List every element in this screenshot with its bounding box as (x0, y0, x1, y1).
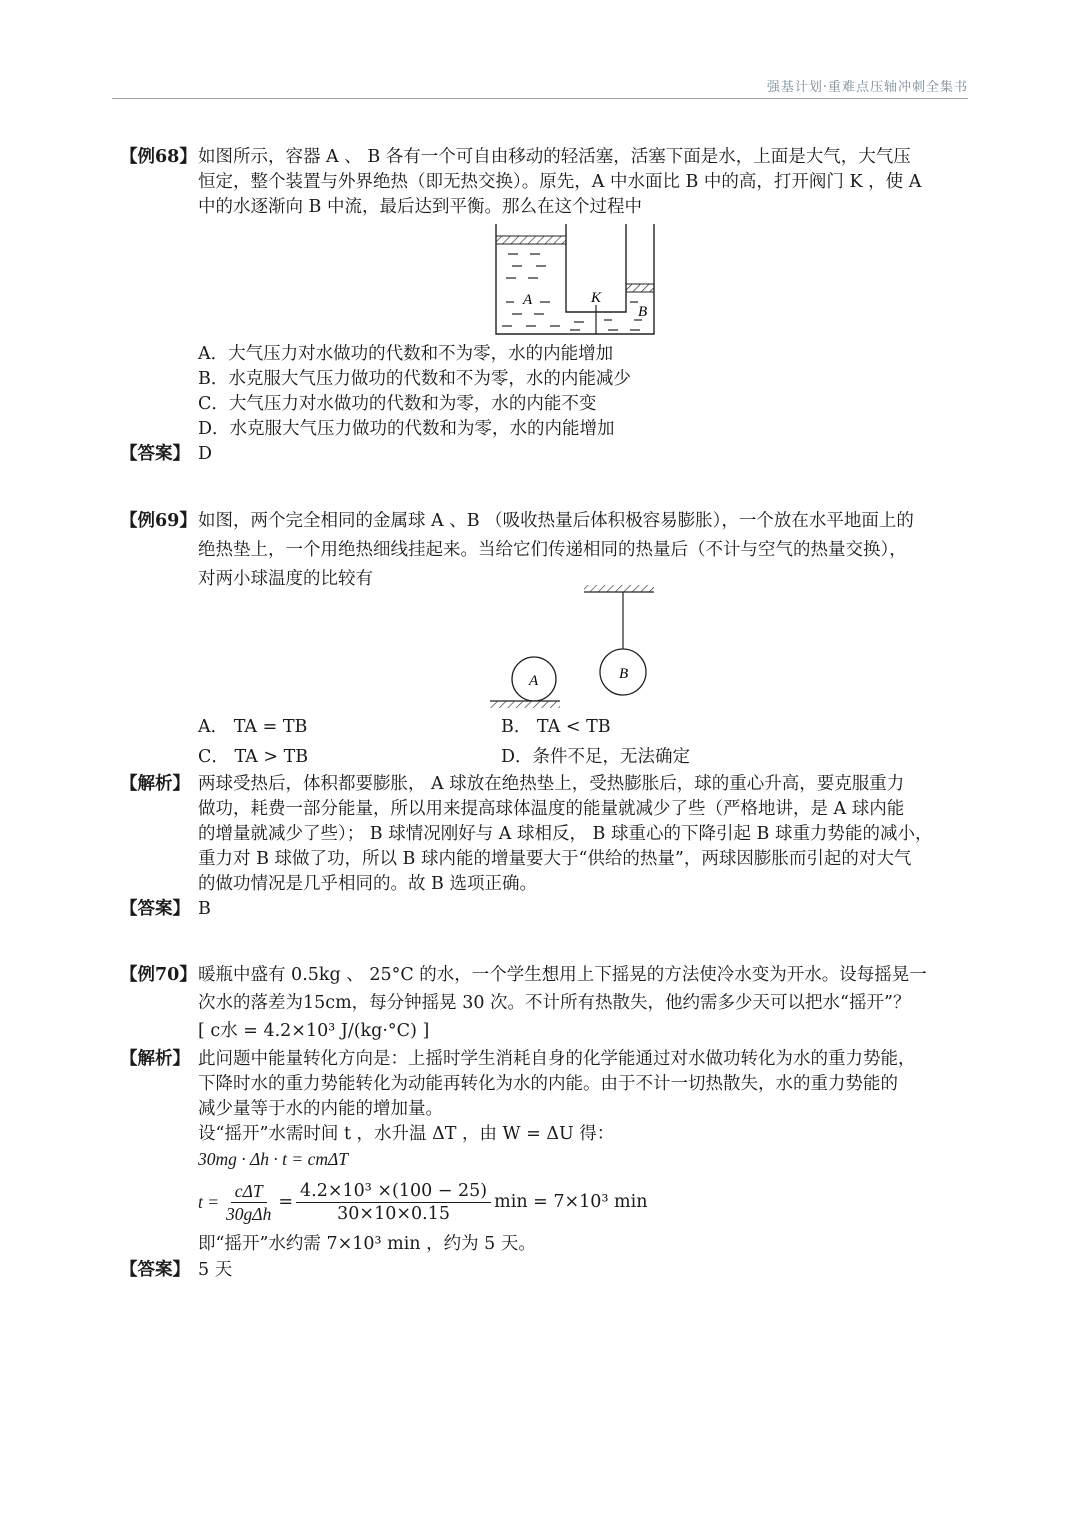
ex70-tag: 【例70】 (120, 965, 197, 985)
ex68-q-line-2: 恒定，整个装置与外界绝热（即无热交换）。原先，A 中水面比 B 中的高，打开阀门 K ，使 A (198, 172, 922, 192)
ex70-answer (120, 1258, 970, 1283)
ex69-q-line-3: 对两小球温度的比较有 (198, 569, 373, 589)
eq2-equals: = (278, 1191, 293, 1212)
ex69-answer-tag: 【答案】 (120, 899, 190, 919)
connected-vessels-diagram (490, 222, 660, 342)
ex68-answer (120, 442, 970, 467)
ex69-question (120, 507, 970, 594)
piston-a (496, 236, 566, 244)
eq2-frac1-numerator: cΔT (231, 1180, 267, 1203)
ex69-s-line-1: 两球受热后，体积都要膨胀， A 球放在绝热垫上，受热膨胀后，球的重心升高，要克服重力 (198, 774, 905, 794)
ex70-s-line-3: 减少量等于水的内能的增加量。 (198, 1099, 443, 1119)
ex68-option-d: D．水克服大气压力做功的代数和为零，水的内能增加 (198, 419, 615, 439)
ex70-s-line-2: 下降时水的重力势能转化为动能再转化为水的内能。由于不计一切热散失，水的重力势能的 (198, 1074, 898, 1094)
ex69-options (120, 712, 970, 772)
valve-k-label: K (591, 290, 602, 306)
ex69-s-line-2: 做功，耗费一部分能量，所以用来提高球体温度的能量就减少了些（严格地讲，是 A 球内能 (198, 799, 905, 819)
ex70-q-line-2: 次水的落差为15cm，每分钟摇晃 30 次。不计所有热散失，他约需多少天可以把水“摇开”？ (198, 993, 911, 1013)
ex69-option-d: D．条件不足，无法确定 (501, 747, 691, 767)
ball-a-label: A (529, 673, 539, 689)
ex70-s-line-5: 即“摇开”水约需 7×10³ min ，约为 5 天。 (198, 1234, 536, 1254)
ex68-option-a: A．大气压力对水做功的代数和不为零，水的内能增加 (198, 344, 614, 364)
ex69-s-line-4: 重力对 B 球做了功，所以 B 球内能的增量要大于“供给的热量”，两球因膨胀而引起的对大气 (198, 849, 912, 869)
ex69-tag: 【例69】 (120, 511, 197, 531)
eq2-frac2-denominator: 30×10×0.15 (337, 1203, 450, 1224)
ex69-option-b: B． TA < TB (501, 717, 611, 737)
ex69-s-line-3: 的增量就减少了些）； B 球情况刚好与 A 球相反， B 球重心的下降引起 B 球重力势能的减小， (198, 824, 933, 844)
ceiling-hatch (584, 585, 654, 592)
ex70-equation-1: 30mg · Δh · t = cmΔT (198, 1149, 348, 1169)
ex68-q-line-1: 如图所示，容器 A 、 B 各有一个可自由移动的轻活塞，活塞下面是水，上面是大气，大气压 (198, 147, 911, 167)
ball-b-label: B (619, 666, 629, 682)
ex70-s-line-1: 此问题中能量转化方向是：上摇时学生消耗自身的化学能通过对水做功转化为水的重力势能， (198, 1049, 916, 1069)
ex69-solution (120, 772, 970, 897)
balls-diagram (488, 583, 688, 713)
ex70-solution (120, 1047, 970, 1257)
vessel-a-label: A (523, 292, 533, 308)
ex69-option-c: C． TA > TB (198, 747, 309, 767)
piston-b (626, 284, 654, 292)
header-title: 强基计划·重难点压轴冲刺全集书 (766, 80, 968, 95)
header-divider (112, 98, 968, 99)
eq2-fraction-2 (296, 1180, 491, 1225)
ex68-tag: 【例68】 (120, 147, 197, 167)
ex68-question (120, 145, 970, 220)
ex68-q-line-3: 中的水逐渐向 B 中流，最后达到平衡。那么在这个过程中 (198, 197, 642, 217)
ex70-s-line-4: 设“摇开”水需时间 t ，水升温 ΔT ，由 W = ΔU 得： (198, 1124, 615, 1144)
eq2-frac1-denominator: 30gΔh (226, 1203, 272, 1224)
ex69-q-line-2: 绝热垫上，一个用绝热细线挂起来。当给它们传递相同的热量后（不计与空气的热量交换）， (198, 540, 907, 560)
example-68 (120, 145, 970, 464)
ex68-options (120, 342, 970, 442)
eq2-fraction-1 (222, 1180, 275, 1225)
ex69-solution-tag: 【解析】 (120, 774, 190, 794)
ex70-q-line-1: 暖瓶中盛有 0.5kg 、 25°C 的水，一个学生想用上下摇晃的方法使冷水变为开水。设每摇晃一 (198, 965, 927, 985)
eq2-lhs: t = (198, 1191, 220, 1212)
ex69-s-line-5: 的做功情况是几乎相同的。故 B 选项正确。 (198, 874, 537, 894)
ex69-option-a: A． TA = TB (198, 717, 308, 737)
ground-hatch (490, 701, 560, 708)
eq2-rhs: min = 7×10³ min (494, 1191, 648, 1212)
vessel-b-label: B (638, 304, 648, 320)
ex70-answer-tag: 【答案】 (120, 1260, 190, 1280)
ex69-answer-value: B (198, 899, 211, 919)
ex68-option-b: B．水克服大气压力做功的代数和不为零，水的内能减少 (198, 369, 631, 389)
ex68-option-c: C．大气压力对水做功的代数和为零，水的内能不变 (198, 394, 597, 414)
ex69-figure (488, 583, 688, 713)
ex70-question (120, 961, 970, 1045)
ex69-q-line-1: 如图，两个完全相同的金属球 A 、B （吸收热量后体积极容易膨胀），一个放在水平地面上的 (198, 511, 914, 531)
eq2-frac2-numerator: 4.2×10³ ×(100 − 25) (296, 1180, 491, 1203)
ex68-answer-value: D (198, 444, 213, 464)
ex68-answer-tag: 【答案】 (120, 444, 190, 464)
ex70-answer-value: 5 天 (198, 1260, 233, 1280)
ex70-equation-2 (198, 1176, 970, 1228)
ex68-figure (490, 222, 660, 342)
example-69 (120, 507, 970, 919)
ex69-answer (120, 897, 970, 922)
ex70-q-line-3: [ c水 = 4.2×10³ J/(kg·°C) ] (198, 1021, 430, 1041)
ex70-solution-tag: 【解析】 (120, 1049, 190, 1069)
